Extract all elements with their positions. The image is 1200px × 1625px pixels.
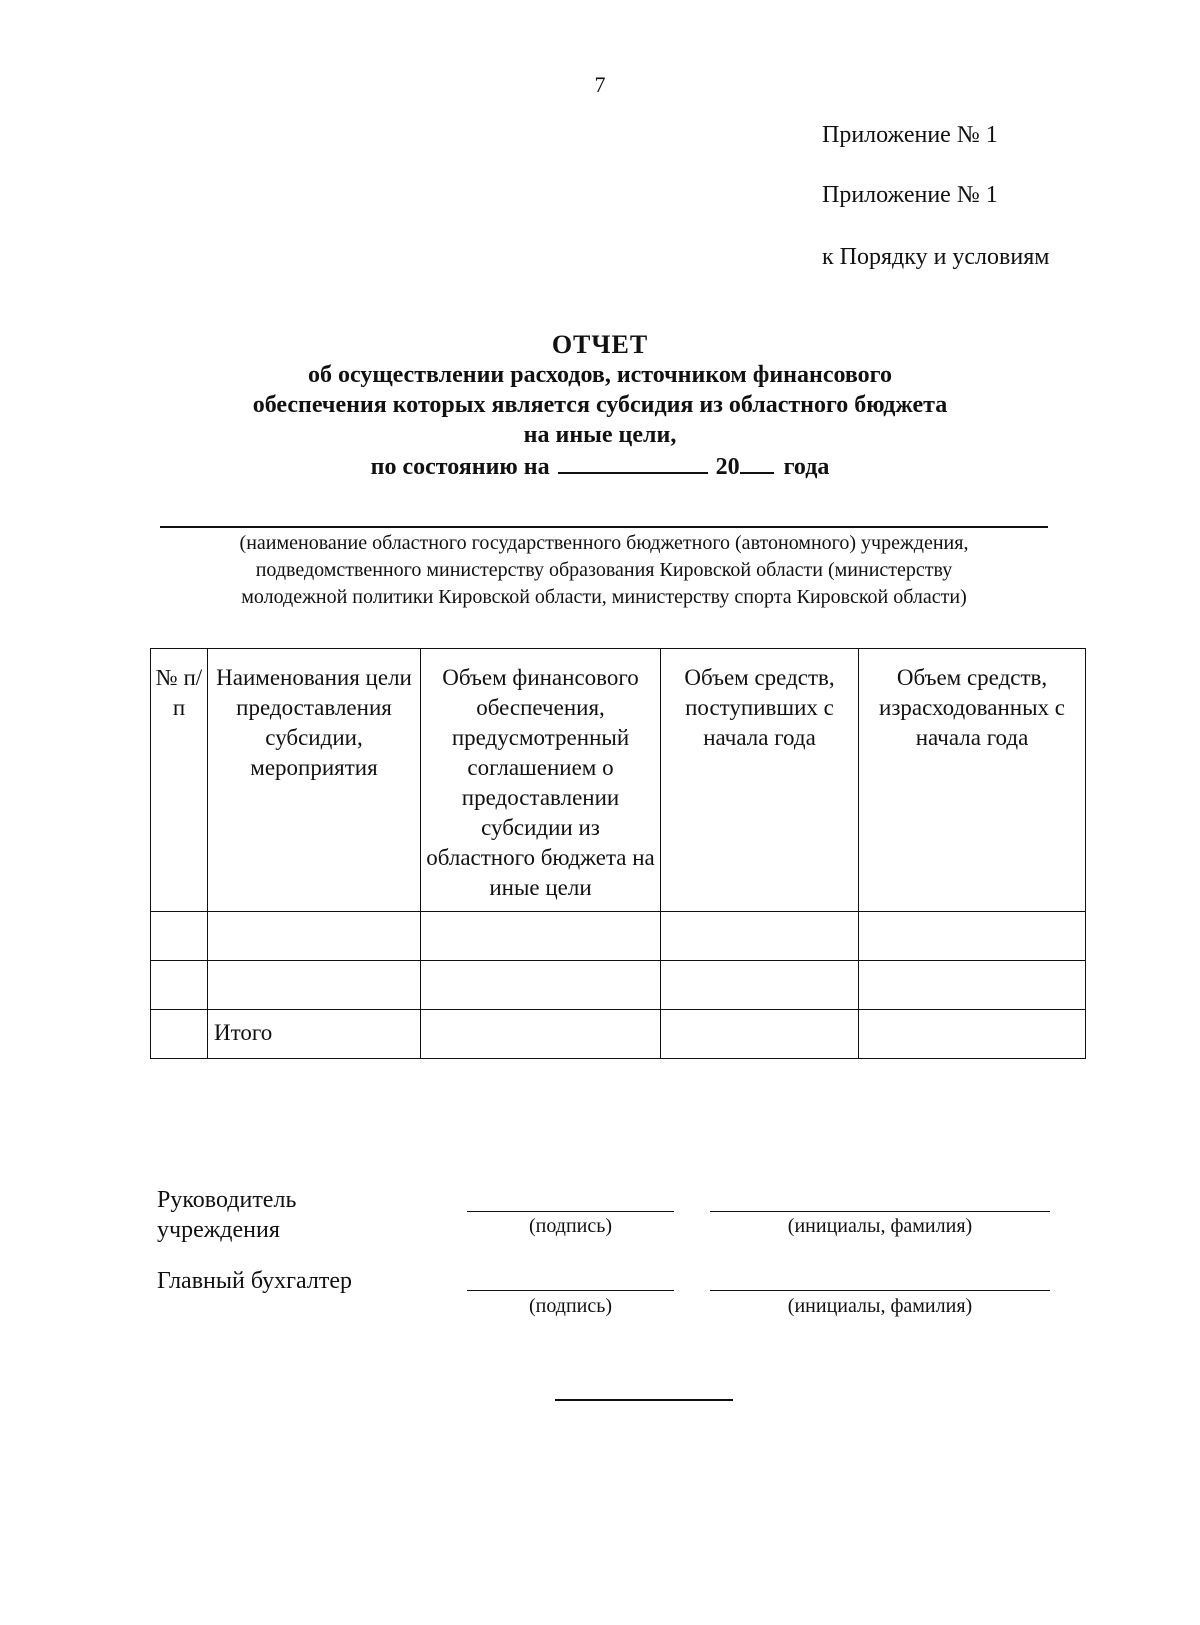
organization-caption-line: (наименование областного государственного бюджетного (автономного) учреждения,: [239, 532, 969, 554]
table-cell[interactable]: [151, 912, 208, 961]
organization-caption: [150, 530, 1058, 611]
organization-caption-line: подведомственного министерству образования Кировской области (министерству: [255, 559, 953, 581]
table-header-row: [151, 649, 1086, 912]
end-divider: [555, 1399, 733, 1401]
report-table: [150, 648, 1086, 1059]
head-name-caption: (инициалы, фамилия): [787, 1215, 973, 1237]
report-title-line: обеспечения которых является субсидия из областного бюджета: [252, 392, 948, 418]
year-prefix: 20: [715, 454, 740, 480]
accountant-name-caption: (инициалы, фамилия): [787, 1295, 973, 1317]
accountant-name-line[interactable]: [710, 1290, 1050, 1291]
organization-name-line[interactable]: [160, 526, 1048, 528]
date-blank[interactable]: [558, 450, 708, 474]
table-cell[interactable]: [859, 1010, 1086, 1059]
total-label: Итого: [208, 1010, 421, 1059]
head-name-line[interactable]: [710, 1211, 1050, 1212]
table-cell[interactable]: [151, 1010, 208, 1059]
table-total-row: [151, 1010, 1086, 1059]
year-blank[interactable]: [740, 450, 774, 474]
accountant-signature-line[interactable]: [467, 1290, 674, 1291]
table-cell[interactable]: [859, 961, 1086, 1010]
date-prefix: по состоянию на: [370, 454, 550, 480]
page-number: 7: [594, 72, 606, 97]
table-cell[interactable]: [208, 961, 421, 1010]
table-cell[interactable]: [421, 1010, 661, 1059]
head-label-line: учреждения: [157, 1217, 280, 1243]
head-label-line: Руководитель: [157, 1187, 297, 1213]
table-cell[interactable]: [859, 912, 1086, 961]
table-row: [151, 961, 1086, 1010]
year-suffix: года: [783, 454, 830, 480]
header-purpose: Наименования цели предоставления субсидии, мероприятия: [208, 649, 421, 912]
head-signature-caption: (подпись): [528, 1215, 613, 1237]
table-cell[interactable]: [151, 961, 208, 1010]
head-label: [157, 1185, 296, 1245]
accountant-label: Главный бухгалтер: [157, 1268, 352, 1294]
organization-caption-line: молодежной политики Кировской области, министерству спорта Кировской области): [241, 586, 967, 608]
header-financing-volume: Объем финансового обеспечения, предусмотренный соглашением о предоставлении субсидии из областного бюджета на иные цели: [421, 649, 661, 912]
report-title-line: на иные цели,: [523, 422, 677, 448]
table-row: [151, 912, 1086, 961]
appendix-label: Приложение № 1: [822, 182, 998, 208]
table-cell[interactable]: [661, 912, 859, 961]
head-signature-line[interactable]: [467, 1211, 674, 1212]
table-cell[interactable]: [208, 912, 421, 961]
appendix-label: Приложение № 1: [822, 122, 998, 148]
table-cell[interactable]: [421, 961, 661, 1010]
report-title-main: ОТЧЕТ: [551, 330, 649, 359]
header-spent-volume: Объем средств, израсходованных с начала года: [859, 649, 1086, 912]
report-title: [0, 330, 1200, 482]
appendix-reference: к Порядку и условиям: [822, 244, 1050, 270]
table-cell[interactable]: [421, 912, 661, 961]
report-date-line: [371, 450, 830, 482]
header-received-volume: Объем средств, поступивших с начала года: [661, 649, 859, 912]
table-cell[interactable]: [661, 961, 859, 1010]
report-title-line: об осуществлении расходов, источником финансового: [308, 362, 892, 388]
table-cell[interactable]: [661, 1010, 859, 1059]
header-number: № п/п: [151, 649, 208, 912]
accountant-signature-caption: (подпись): [528, 1295, 613, 1317]
